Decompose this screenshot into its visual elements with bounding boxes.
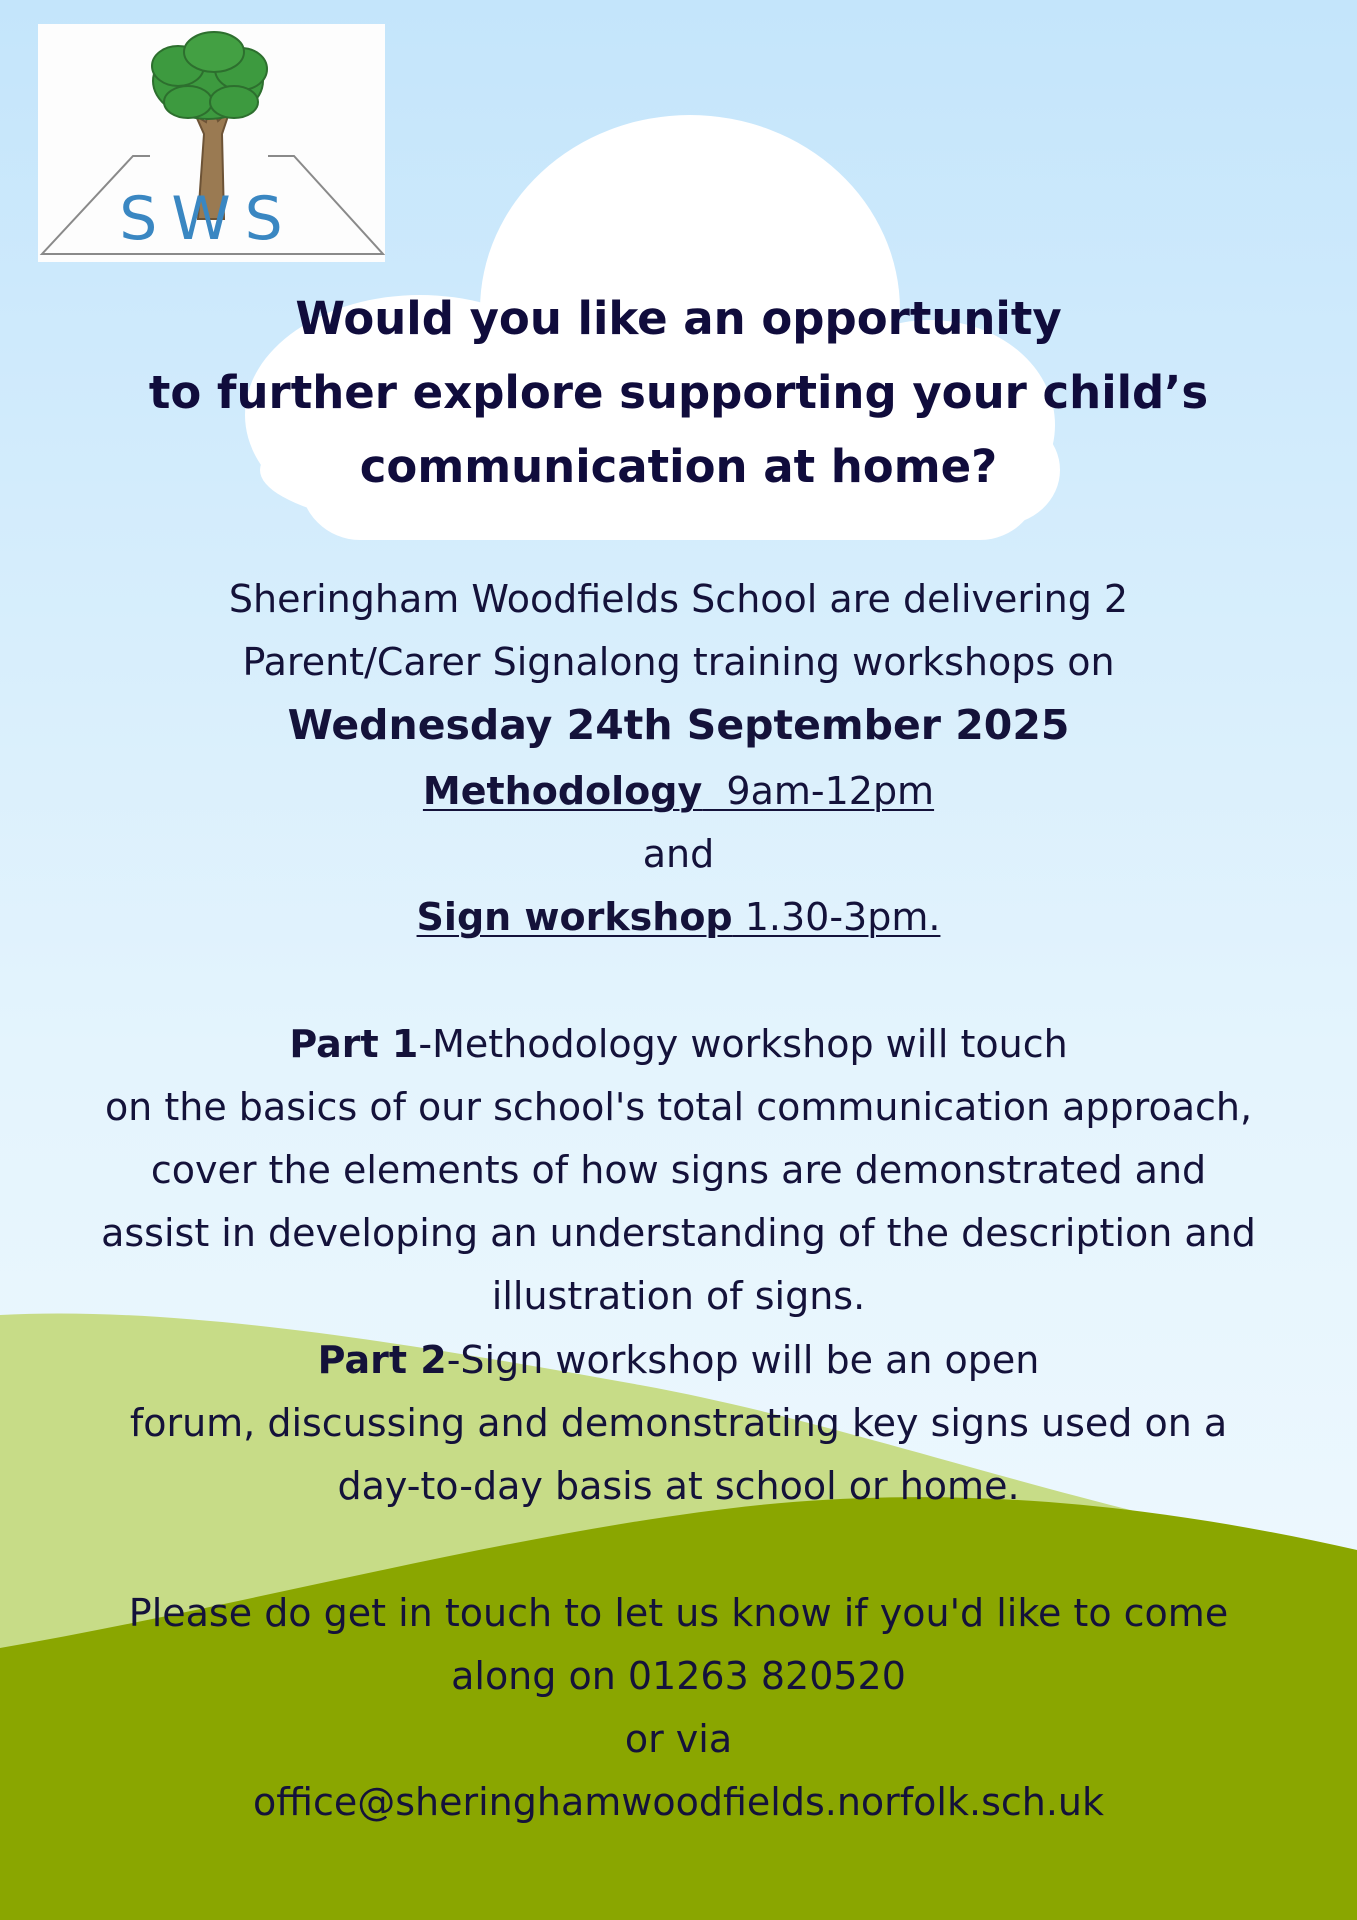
- part-2-description: [0, 1329, 1357, 1518]
- part-1-line-5: illustration of signs.: [491, 1274, 866, 1318]
- logo-text: SWS: [119, 184, 297, 254]
- headline-line-2: to further explore supporting your child’s: [148, 366, 1209, 419]
- event-date: Wednesday 24th September 2025: [287, 701, 1070, 749]
- part-1-description: [0, 1013, 1357, 1328]
- part-1-line-3: cover the elements of how signs are demonstrated and: [150, 1148, 1207, 1192]
- headline-line-1: Would you like an opportunity: [295, 292, 1062, 345]
- part-2-line-1: [0, 1329, 1357, 1392]
- contact-info: [0, 1582, 1357, 1834]
- session-methodology-title: Methodology: [422, 769, 703, 813]
- part-1-line-2: on the basics of our school's total communication approach,: [104, 1085, 1253, 1129]
- session-sign-title: Sign workshop: [416, 895, 733, 939]
- contact-or-via: or via: [624, 1717, 733, 1761]
- session-methodology: [0, 760, 1357, 823]
- schedule: [0, 760, 1357, 949]
- session-methodology-time: 9am-12pm: [702, 769, 935, 813]
- part-1-text: -Methodology workshop will touch: [418, 1022, 1068, 1066]
- headline-line-3: communication at home?: [359, 440, 998, 493]
- contact-line-1: Please do get in touch to let us know if you'd like to come: [128, 1591, 1229, 1635]
- school-logo: [38, 24, 385, 262]
- contact-email[interactable]: office@sheringhamwoodfields.norfolk.sch.uk: [252, 1780, 1105, 1824]
- headline: [0, 282, 1357, 504]
- contact-phone: along on 01263 820520: [451, 1654, 906, 1698]
- part-2-line-3: day-to-day basis at school or home.: [337, 1464, 1020, 1508]
- part-1-label: Part 1: [289, 1022, 419, 1066]
- session-sign-time: 1.30-3pm.: [732, 895, 941, 939]
- intro: [0, 568, 1357, 757]
- part-1-line-4: assist in developing an understanding of the description and: [101, 1211, 1256, 1255]
- part-2-line-2: forum, discussing and demonstrating key signs used on a: [129, 1401, 1228, 1445]
- schedule-and: and: [642, 832, 715, 876]
- part-1-line-1: [0, 1013, 1357, 1076]
- intro-line-1: Sheringham Woodfields School are delivering 2: [228, 577, 1129, 621]
- part-2-label: Part 2: [317, 1338, 447, 1382]
- session-sign-workshop: [0, 886, 1357, 949]
- part-2-text: -Sign workshop will be an open: [446, 1338, 1040, 1382]
- intro-line-2: Parent/Carer Signalong training workshops on: [242, 640, 1115, 684]
